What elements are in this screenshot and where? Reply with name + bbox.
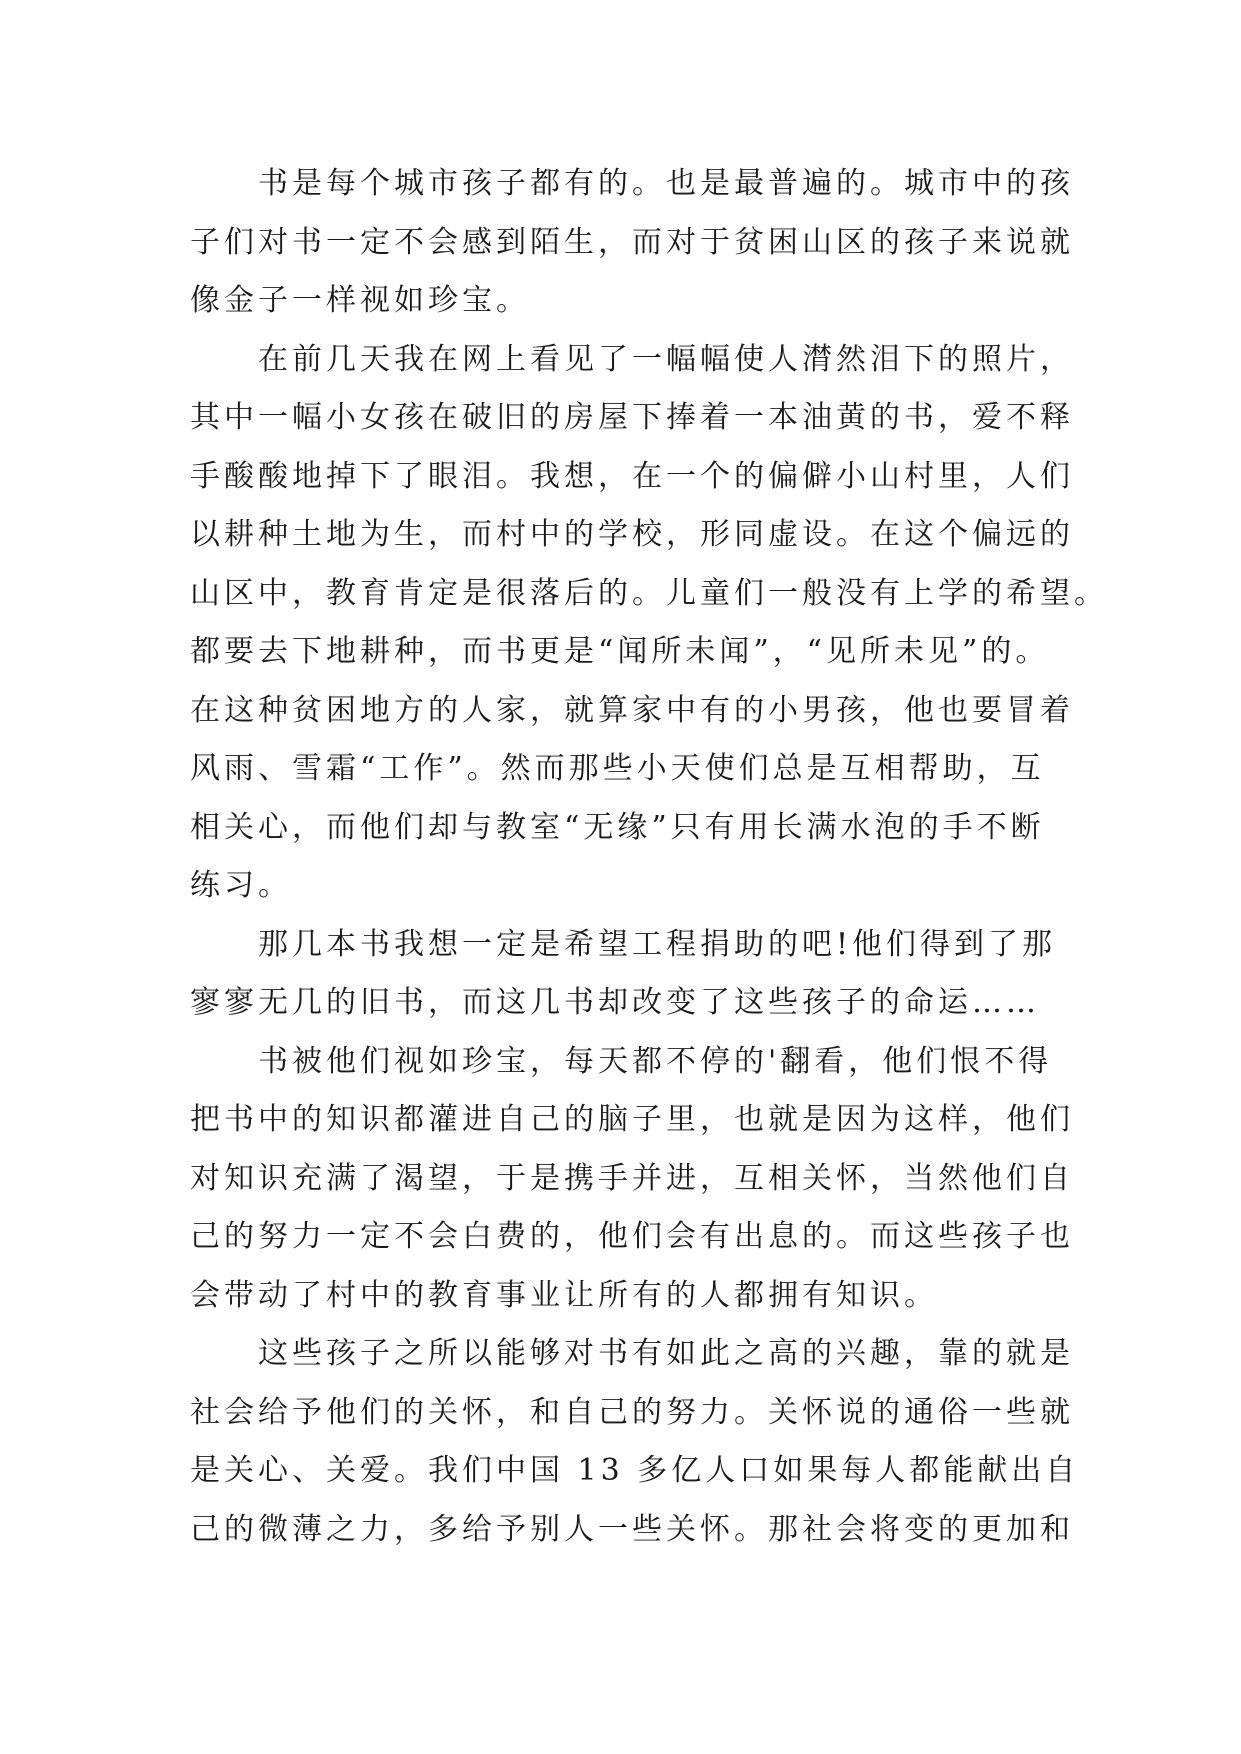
text-line: 己的微薄之力，多给予别人一些关怀。那社会将变的更加和 [190, 1511, 1074, 1547]
paragraph-1 [190, 155, 1074, 331]
text-line: 风雨、雪霜“工作”。然而那些小天使们总是互相帮助，互 [190, 751, 1045, 786]
text-line: 己的努力一定不会白费的，他们会有出息的。而这些孩子也 [190, 1219, 1074, 1254]
text-line: 书被他们视如珍宝，每天都不停的'翻看，他们恨不得 [258, 1043, 1053, 1079]
text-line: 子们对书一定不会感到陌生，而对于贫困山区的孩子来说就 [190, 224, 1074, 260]
text-line: 山区中，教育肯定是很落后的。儿童们一般没有上学的希望。 [190, 575, 1108, 611]
paragraph-3 [190, 916, 1055, 1033]
text-line: 在前几天我在网上看见了一幅幅使人潸然泪下的照片， [258, 341, 1074, 377]
paragraph-2 [190, 331, 1108, 916]
text-line: 那几本书我想一定是希望工程捐助的吧!他们得到了那 [258, 926, 1057, 962]
text-line: 这些孩子之所以能够对书有如此之高的兴趣，靠的就是 [258, 1336, 1074, 1371]
text-line: 书是每个城市孩子都有的。也是最普遍的。城市中的孩 [258, 166, 1074, 201]
text-line: 练习。 [190, 868, 292, 903]
text-line: 手酸酸地掉下了眼泪。我想，在一个的偏僻小山村里，人们 [190, 458, 1074, 494]
text-line: 像金子一样视如珍宝。 [190, 283, 530, 318]
text-line: 寥寥无几的旧书，而这几书却改变了这些孩子的命运…… [190, 985, 1040, 1020]
text-line: 把书中的知识都灌进自己的脑子里，也就是因为这样，他们 [190, 1102, 1074, 1137]
text-line: 以耕种土地为生，而村中的学校，形同虚设。在这个偏远的 [190, 517, 1074, 552]
paragraph-4 [190, 1033, 1074, 1326]
text-line: 在这种贫困地方的人家，就算家中有的小男孩，他也要冒着 [190, 692, 1074, 728]
body-text [190, 155, 1108, 1559]
text-line: 相关心，而他们却与教室“无缘”只有用长满水泡的手不断 [190, 809, 1045, 845]
text-line: 其中一幅小女孩在破旧的房屋下捧着一本油黄的书，爱不释 [190, 400, 1074, 435]
text-line: 社会给予他们的关怀，和自己的努力。关怀说的通俗一些就 [190, 1394, 1074, 1430]
text-line: 都要去下地耕种，而书更是“闻所未闻”，“见所未见”的。 [190, 634, 1050, 669]
text-line: 是关心、关爱。我们中国 13 多亿人口如果每人都能献出自 [190, 1453, 1080, 1488]
paragraph-5 [190, 1325, 1080, 1559]
text-line: 对知识充满了渴望，于是携手并进，互相关怀，当然他们自 [190, 1160, 1074, 1196]
text-line: 会带动了村中的教育事业让所有的人都拥有知识。 [190, 1277, 938, 1313]
